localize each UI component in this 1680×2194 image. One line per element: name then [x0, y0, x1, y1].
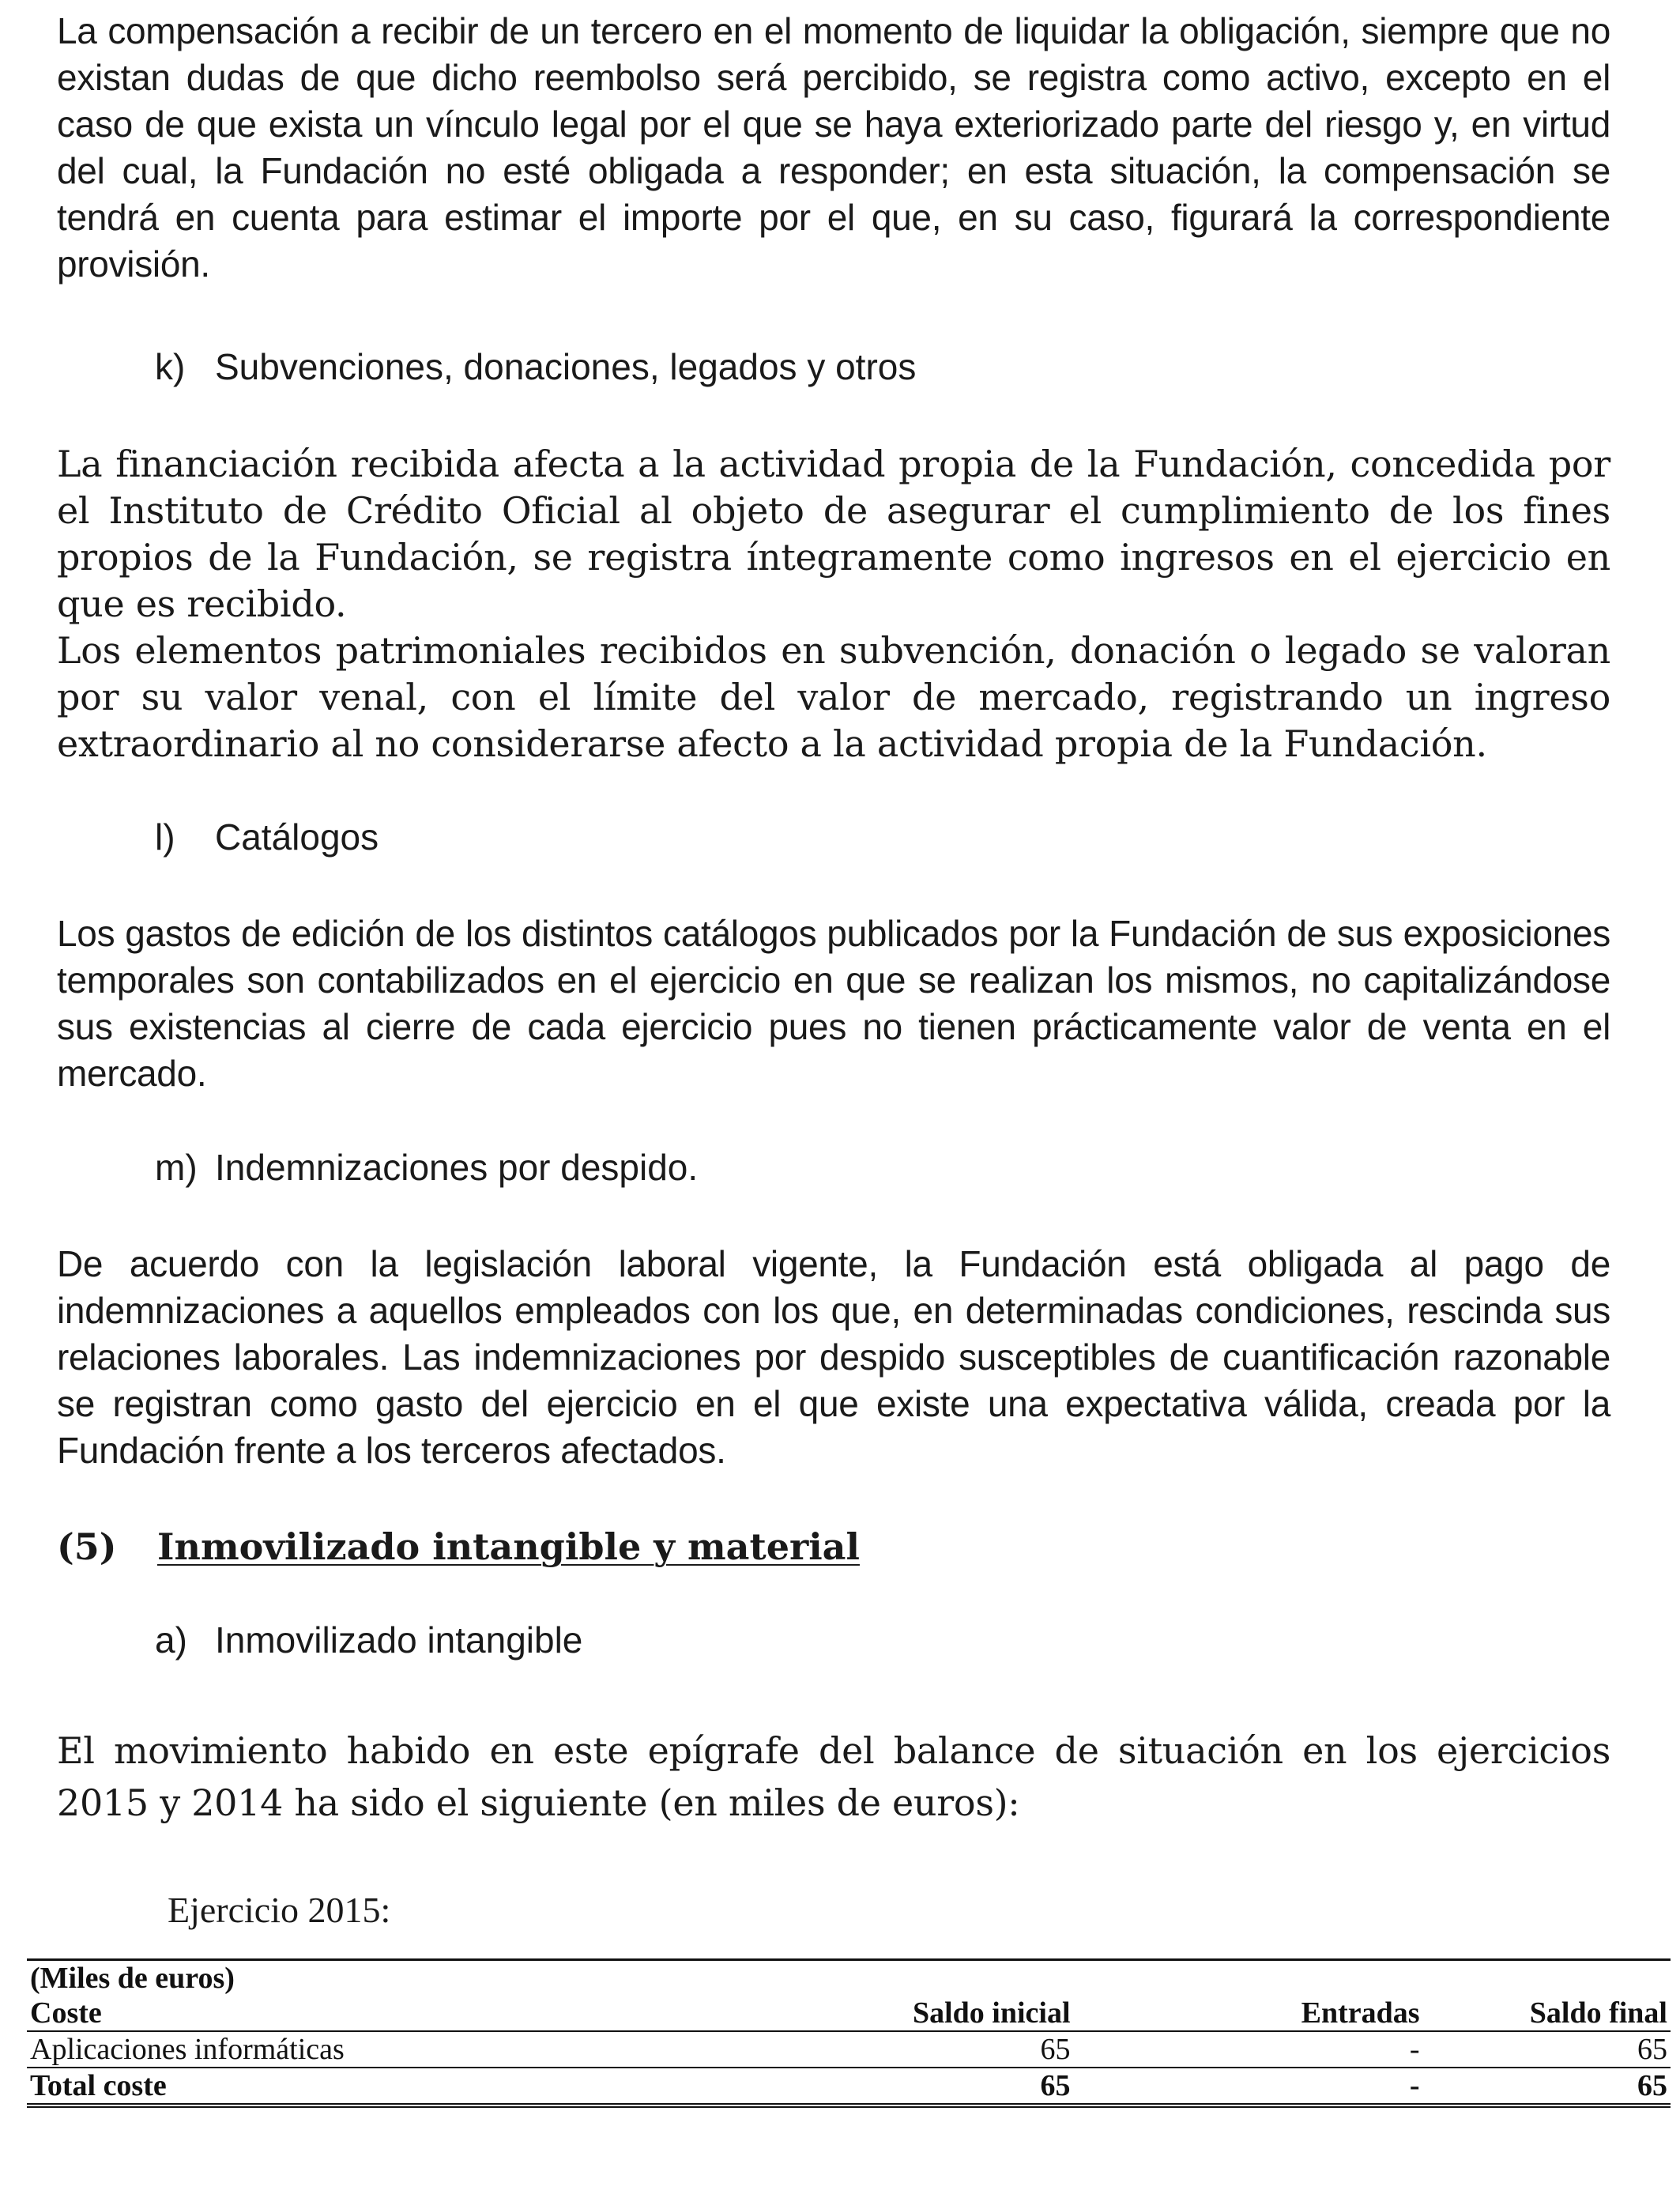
paragraph-catalogos: Los gastos de edición de los distintos catálogos publicados por la Fundación de sus exposiciones temporales son contabilizados en el ejercicio en que se realizan los mismos, no capitalizándose sus existencias al cierre de cada ejercicio pues no tienen prácticamente valor de venta en el mercado.	[57, 913, 1610, 1094]
section-title-text: Inmovilizado intangible y material	[157, 1525, 860, 1568]
table-units-row	[27, 1960, 1671, 1996]
section-number: (5)	[57, 1525, 117, 1568]
paragraph-compensacion: La compensación a recibir de un tercero en el momento de liquidar la obligación, siempre que no existan dudas de que dicho reembolso será percibido, se registra como activo, excepto en el caso de que exista un vínculo legal por el que se haya exteriorizado parte del riesgo y, en virtud del cual, la Fundación no esté obligada a responder; en esta situación, la compensación se tendrá en cuenta para estimar el importe por el que, en su caso, figurará la correspondiente provisión.	[57, 10, 1610, 285]
subheading-label: k)	[155, 346, 186, 387]
subheading-text: Subvenciones, donaciones, legados y otros	[215, 346, 917, 387]
subheading-label: l)	[155, 816, 175, 858]
table-cell: Total coste	[27, 2068, 733, 2105]
paragraph-financiacion: La financiación recibida afecta a la actividad propia de la Fundación, concedida por el Instituto de Crédito Oficial al objeto de asegurar el cumplimiento de los fines propios de la Fundación, se registra íntegramente como ingresos en el ejercicio en que es recibido.	[57, 443, 1610, 625]
table-total-row	[27, 2068, 1671, 2105]
subheading-text: Inmovilizado intangible	[215, 1619, 583, 1661]
table-cell: Aplicaciones informáticas	[30, 2033, 345, 2066]
table-cell: -	[1074, 2068, 1423, 2105]
column-header: Saldo final	[1423, 1996, 1671, 2031]
exercise-label: Ejercicio 2015:	[168, 1890, 391, 1930]
table-units: (Miles de euros)	[27, 1960, 1671, 1996]
column-header: Coste	[27, 1996, 733, 2031]
table-cell: 65	[1637, 2033, 1667, 2066]
subheading-subvenciones	[155, 344, 916, 390]
subheading-catalogos	[155, 814, 379, 861]
paragraph-elementos-patrimoniales: Los elementos patrimoniales recibidos en subvención, donación o legado se valoran por su valor venal, con el límite del valor de mercado, registrando un ingreso extraordinario al no considerarse afecto a la actividad propia de la Fundación.	[57, 629, 1610, 765]
subheading-text: Indemnizaciones por despido.	[215, 1147, 699, 1188]
column-header: Entradas	[1074, 1996, 1423, 2031]
table-cell: 65	[733, 2068, 1073, 2105]
subheading-text: Catálogos	[215, 816, 379, 858]
subheading-label: a)	[155, 1619, 187, 1661]
table-header-row	[27, 1996, 1671, 2031]
subheading-inmovilizado-intangible	[155, 1617, 582, 1664]
table-cell: 65	[1040, 2033, 1071, 2066]
subheading-indemnizaciones	[155, 1144, 698, 1191]
paragraph-movimiento: El movimiento habido en este epígrafe del balance de situación en los ejercicios 2015 y 2014 ha sido el siguiente (en miles de euros):	[57, 1729, 1610, 1824]
section-title	[57, 1524, 860, 1570]
table-cell: -	[1409, 2033, 1420, 2066]
paragraph-indemnizaciones: De acuerdo con la legislación laboral vigente, la Fundación está obligada al pago de indemnizaciones a aquellos empleados con los que, en determinadas condiciones, rescinda sus relaciones laborales. Las indemnizaciones por despido susceptibles de cuantificación razonable se registran como gasto del ejercicio en el que existe una expectativa válida, creada por la Fundación frente a los terceros afectados.	[57, 1243, 1610, 1471]
financial-table	[27, 1958, 1671, 2108]
column-header: Saldo inicial	[733, 1996, 1073, 2031]
table-cell: 65	[1423, 2068, 1671, 2105]
subheading-label: m)	[155, 1147, 198, 1188]
table-row	[27, 2031, 1671, 2068]
